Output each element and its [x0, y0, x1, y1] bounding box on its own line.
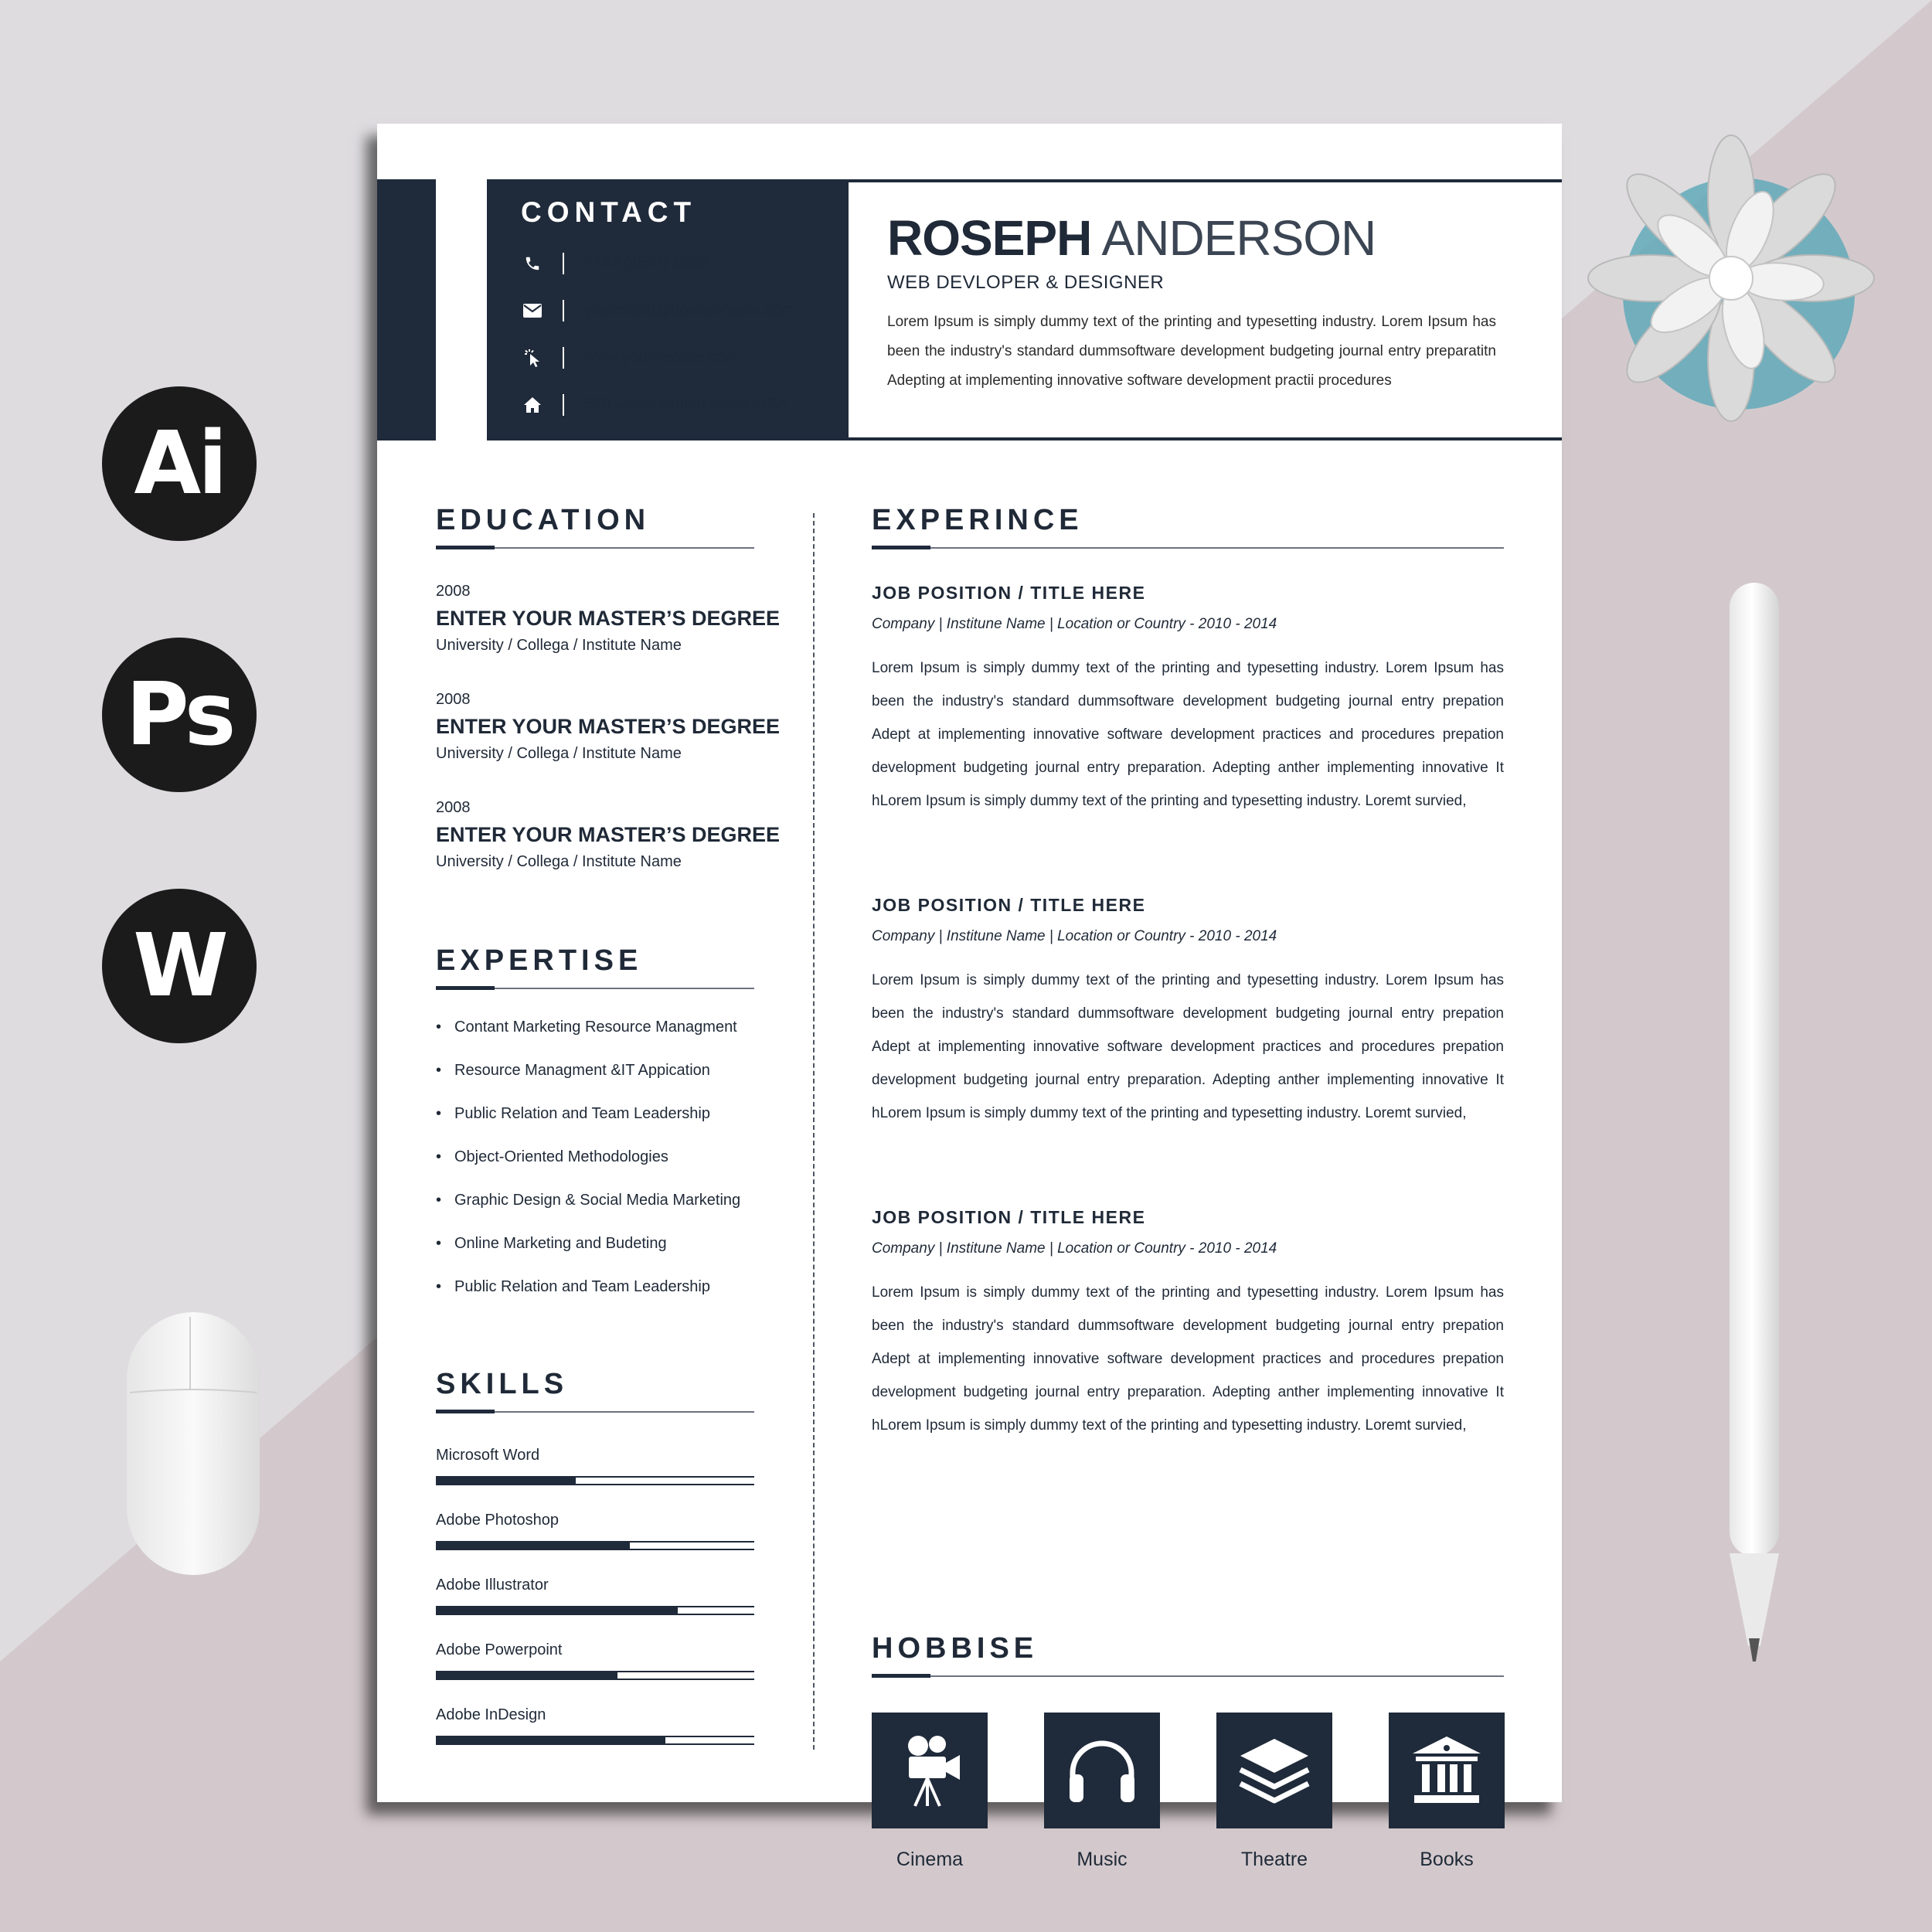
skill-name: Adobe Photoshop	[436, 1512, 560, 1529]
expertise-list	[436, 1018, 740, 1321]
skill-item	[436, 1577, 754, 1623]
skill-bar-fill	[436, 1478, 576, 1484]
education-item	[436, 799, 781, 871]
hobbies-title: HOBBISE	[872, 1632, 1039, 1665]
mouse-prop	[116, 1306, 270, 1584]
experience-item	[872, 895, 1504, 1130]
header-accent-strip	[377, 179, 436, 440]
education-school: University / Collega / Institute Name	[436, 637, 682, 654]
library-icon	[1389, 1713, 1505, 1828]
job-role: WEB DEVLOPER & DESIGNER	[887, 272, 1165, 293]
skill-item	[436, 1447, 754, 1493]
skill-item	[436, 1512, 754, 1558]
cursor-click-icon	[521, 346, 544, 369]
education-rule	[436, 547, 754, 549]
hobby-label: Music	[1077, 1849, 1128, 1870]
expertise-title: EXPERTISE	[436, 944, 643, 977]
column-divider	[813, 513, 815, 1750]
skill-bar	[436, 1476, 754, 1485]
skill-bar	[436, 1671, 754, 1680]
education-degree: ENTER YOUR MASTER’S DEGREE	[436, 823, 781, 846]
succulent-plant-prop	[1584, 124, 1878, 448]
skill-bar	[436, 1541, 754, 1550]
job-title: JOB POSITION / TITLE HERE	[872, 583, 1146, 603]
education-year: 2008	[436, 583, 471, 600]
contact-phone	[521, 240, 849, 287]
photoshop-badge: Ps	[102, 638, 257, 792]
hobby-label: Cinema	[896, 1849, 964, 1870]
resume-sheet	[377, 124, 1562, 1870]
contact-panel	[487, 179, 849, 440]
home-icon	[521, 393, 544, 417]
list-item: • Public Relation and Team Leadership	[436, 1277, 740, 1321]
experience-item	[872, 583, 1504, 818]
word-badge: W	[102, 889, 257, 1043]
job-title: JOB POSITION / TITLE HERE	[872, 1207, 1146, 1227]
list-item: • Resource Managment &IT Appication	[436, 1061, 740, 1104]
full-name	[887, 210, 1562, 266]
contact-email-text: yourmailid@domainname.com	[585, 301, 794, 318]
experience-title: EXPERINCE	[872, 504, 1083, 536]
contact-phone-text: +123 (4567) 8953	[585, 254, 708, 271]
contact-website-text: www.yourwebsite.com	[585, 349, 738, 366]
education-degree: ENTER YOUR MASTER’S DEGREE	[436, 607, 781, 630]
movie-camera-icon	[872, 1713, 988, 1828]
skill-item	[436, 1641, 754, 1688]
skill-name: Microsoft Word	[436, 1447, 540, 1464]
hobby-books	[1389, 1713, 1505, 1871]
contact-address-text: 570,Jones clinton tower, USA	[585, 396, 787, 413]
skill-bar-fill	[436, 1672, 617, 1679]
education-school: University / Collega / Institute Name	[436, 745, 682, 762]
contact-title: CONTACT	[521, 196, 697, 228]
envelope-icon	[521, 299, 544, 322]
list-item: • Contant Marketing Resource Managment	[436, 1018, 740, 1061]
phone-icon	[521, 252, 544, 275]
hobby-theatre	[1216, 1713, 1332, 1871]
skill-name: Adobe Illustrator	[436, 1577, 549, 1594]
pencil-prop	[1723, 580, 1793, 1669]
skills-title: SKILLS	[436, 1368, 569, 1400]
job-company: Company | Institune Name | Location or Country - 2010 - 2014	[872, 1240, 1277, 1257]
list-item: • Graphic Design & Social Media Marketing	[436, 1191, 740, 1234]
contact-website	[521, 334, 849, 381]
skill-bar-fill	[436, 1543, 630, 1549]
skills-rule	[436, 1411, 754, 1413]
skill-name: Adobe InDesign	[436, 1706, 546, 1723]
list-item: • Object-Oriented Methodologies	[436, 1148, 740, 1191]
hobby-music	[1044, 1713, 1160, 1871]
profile-summary: Lorem Ipsum is simply dummy text of the printing and typesetting industry. Lorem Ipsum has been the industry's standard dummsoftware development budgeting journal entry preparatitn Adepting at implementing innovative software development practii procedures	[887, 314, 1496, 389]
education-item	[436, 583, 781, 655]
last-name: ANDERSON	[1101, 210, 1376, 266]
illustrator-badge: Ai	[102, 386, 257, 541]
education-school: University / Collega / Institute Name	[436, 853, 682, 870]
name-header	[849, 179, 1562, 440]
education-year: 2008	[436, 799, 471, 816]
experience-item	[872, 1207, 1504, 1442]
skill-bar	[436, 1736, 754, 1745]
expertise-rule	[436, 988, 754, 989]
education-degree: ENTER YOUR MASTER’S DEGREE	[436, 715, 781, 738]
list-item: • Online Marketing and Budeting	[436, 1234, 740, 1277]
hobby-label: Theatre	[1240, 1849, 1308, 1870]
contact-address	[521, 381, 849, 428]
skill-name: Adobe Powerpoint	[436, 1641, 563, 1658]
skill-bar	[436, 1606, 754, 1615]
education-year: 2008	[436, 691, 471, 708]
first-name: ROSEPH	[887, 210, 1092, 266]
list-item: • Public Relation and Team Leadership	[436, 1104, 740, 1148]
education-item	[436, 691, 781, 763]
skill-bar-fill	[436, 1607, 678, 1614]
hobbies-rule	[872, 1675, 1504, 1677]
contact-email	[521, 287, 849, 334]
education-title: EDUCATION	[436, 504, 651, 536]
job-company: Company | Institune Name | Location or Country - 2010 - 2014	[872, 616, 1277, 632]
experience-rule	[872, 547, 1504, 549]
job-description: Lorem Ipsum is simply dummy text of the printing and typesetting industry. Lorem Ipsum has been the industry's standard dummsoftware development budgeting journal entry prepation Adept at implementing innovative software development practices and procedures prepation development budgeting journal entry preparation. Adepting anther implementing innovative It hLorem Ipsum is simply dummy text of the printing and typesetting industry. Loremt survied,	[872, 660, 1504, 809]
headphones-icon	[1044, 1713, 1160, 1828]
job-title: JOB POSITION / TITLE HERE	[872, 895, 1146, 915]
job-company: Company | Institune Name | Location or Country - 2010 - 2014	[872, 928, 1277, 944]
skill-item	[436, 1706, 754, 1753]
job-description: Lorem Ipsum is simply dummy text of the printing and typesetting industry. Lorem Ipsum has been the industry's standard dummsoftware development budgeting journal entry prepation Adept at implementing innovative software development practices and procedures prepation development budgeting journal entry preparation. Adepting anther implementing innovative It hLorem Ipsum is simply dummy text of the printing and typesetting industry. Loremt survied,	[872, 972, 1504, 1121]
skill-bar-fill	[436, 1737, 665, 1743]
job-description: Lorem Ipsum is simply dummy text of the printing and typesetting industry. Lorem Ipsum has been the industry's standard dummsoftware development budgeting journal entry prepation Adept at implementing innovative software development practices and procedures prepation development budgeting journal entry preparation. Adepting anther implementing innovative It hLorem Ipsum is simply dummy text of the printing and typesetting industry. Loremt survied,	[872, 1284, 1504, 1434]
layers-icon	[1216, 1713, 1332, 1828]
hobby-label: Books	[1420, 1849, 1474, 1870]
hobby-cinema	[872, 1713, 988, 1871]
